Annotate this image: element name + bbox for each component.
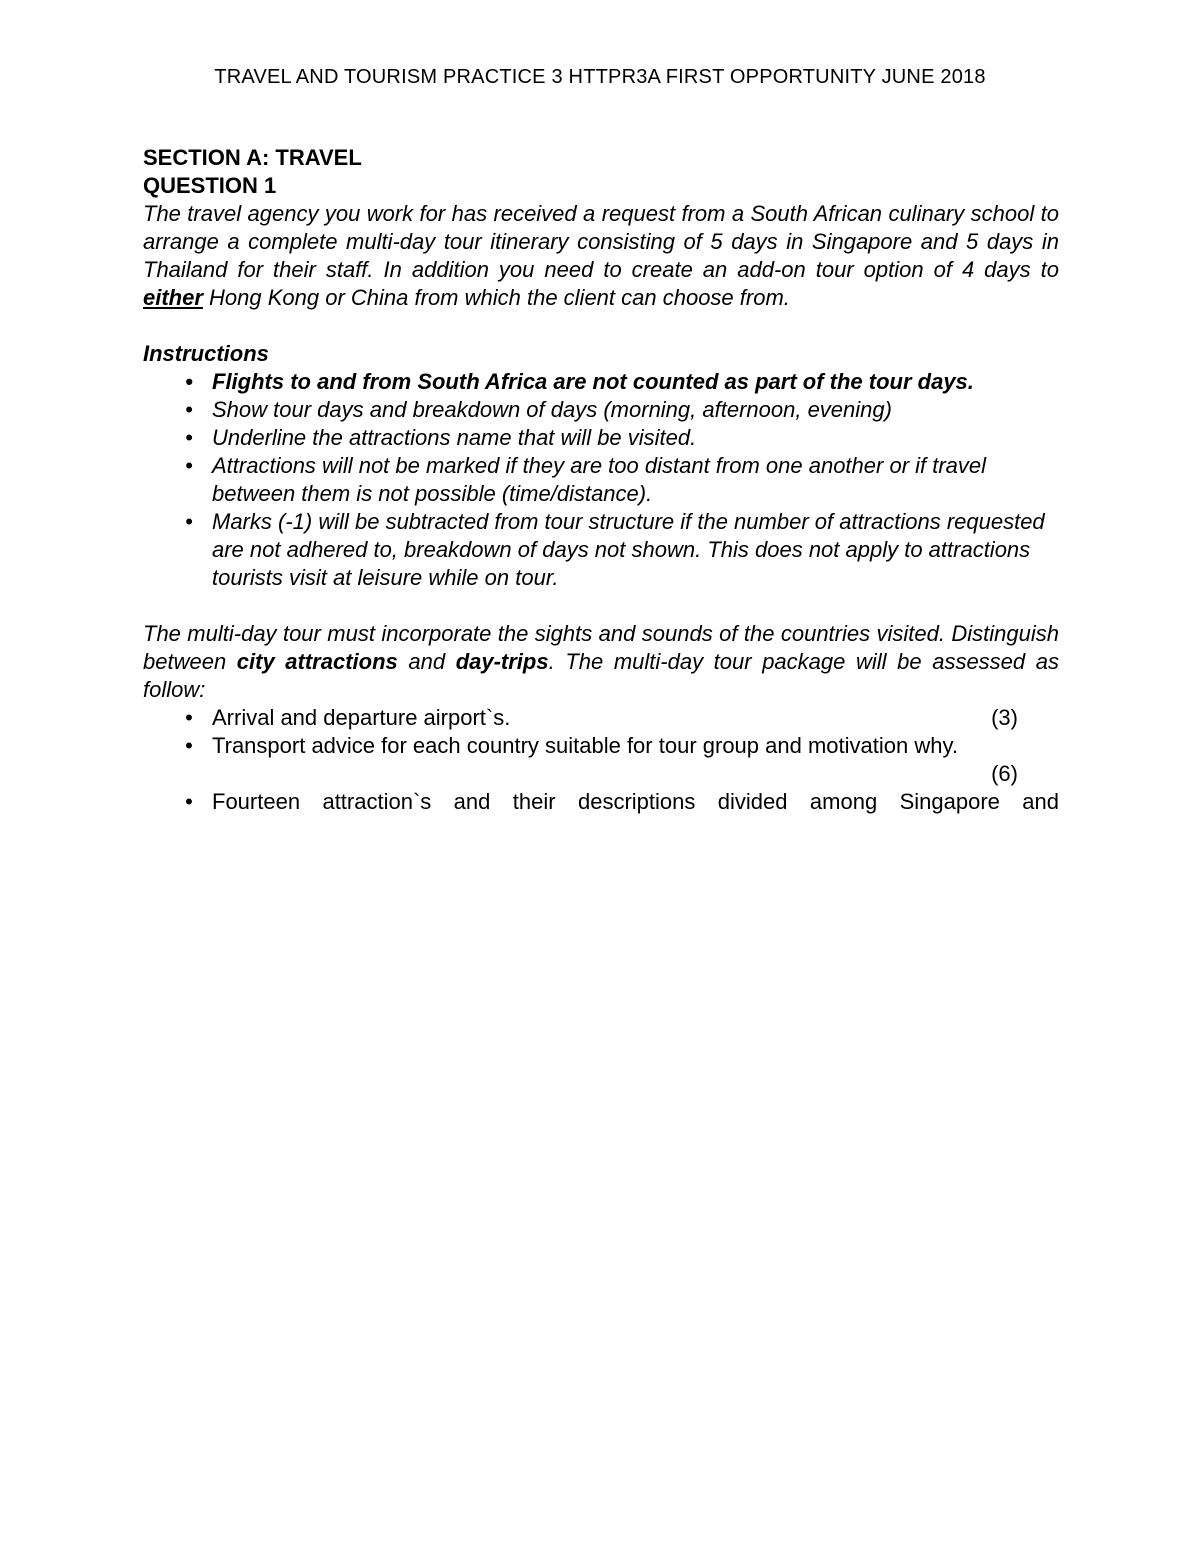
either-emphasis: either (143, 285, 203, 310)
instructions-title: Instructions (143, 341, 269, 366)
criteria-item: • Arrival and departure airport`s. (3) (185, 705, 1018, 730)
question-1-intro: The travel agency you work for has received a request from a South African culinary school to arrange a complete multi-day tour itinerary consisting of 5 days in Singapore and 5 days in Thailand for their staff. In addition you need to create an add-on tour option of 4 days to either Hong Kong or China from which the client can choose from. (143, 201, 1059, 310)
instruction-item: • Flights to and from South Africa are not counted as part of the tour days. (185, 369, 974, 394)
section-a-title: SECTION A: TRAVEL (143, 145, 362, 170)
page-header: TRAVEL AND TOURISM PRACTICE 3 HTTPR3A FIRST OPPORTUNITY JUNE 2018 (214, 66, 986, 88)
day-trips-emphasis: day-trips (455, 649, 549, 674)
criteria-item: • Fourteen attraction`s and their descriptions divided among Singapore and (185, 789, 1059, 814)
criteria-text-justified: Fourteen attraction`s and their descriptions divided among Singapore and (212, 789, 1059, 814)
criteria-marks: (6) (991, 761, 1018, 786)
question-1-title: QUESTION 1 (143, 173, 277, 198)
instruction-item: • Show tour days and breakdown of days (morning, afternoon, evening) (185, 397, 892, 422)
instruction-item: • Attractions will not be marked if they are too distant from one another or if travel between them is not possible (time/distance). (185, 453, 987, 506)
instructions-list (143, 368, 1059, 592)
criteria-item: • Transport advice for each country suitable for tour group and motivation why. (6) (185, 733, 1018, 786)
criteria-marks: (3) (991, 705, 1018, 730)
city-attractions-emphasis: city attractions (236, 649, 398, 674)
assessment-criteria-list (143, 704, 1059, 816)
instruction-item: • Marks (-1) will be subtracted from tour structure if the number of attractions requested are not adhered to, breakdown of days not shown. This does not apply to attractions tourists visit at leisure while on tour. (185, 509, 1045, 590)
document-body (143, 144, 1059, 816)
instruction-item: • Underline the attractions name that will be visited. (185, 425, 697, 450)
tour-description: The multi-day tour must incorporate the sights and sounds of the countries visited. Distinguish between city attractions and day-trips. The multi-day tour package will be assessed as follow: (143, 621, 1059, 702)
